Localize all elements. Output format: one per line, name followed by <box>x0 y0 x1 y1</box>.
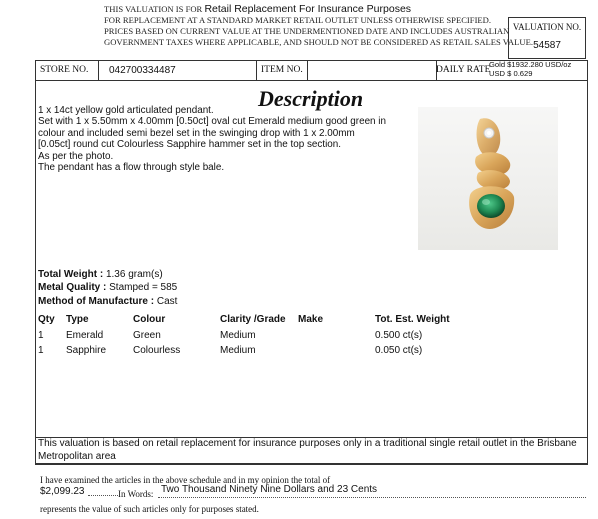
description-line: colour and included semi bezel set in the swinging drop with 1 x 2.00mm <box>38 127 355 139</box>
header-prefix: THIS VALUATION IS FOR <box>104 4 203 14</box>
metal-quality <box>38 282 177 293</box>
header-line-2: FOR REPLACEMENT AT A STANDARD MARKET RETAIL OUTLET UNLESS OTHERWISE SPECIFIED. <box>104 15 492 25</box>
header-line-4: GOVERNMENT TAXES WHERE APPLICABLE, AND SHOULD NOT BE CONSIDERED AS RETAIL SALES VALUE. <box>104 37 533 47</box>
certification-statement: I have examined the articles in the above schedule and in my opinion the total of <box>40 475 331 485</box>
amount-dotted-line <box>88 495 118 496</box>
pendant-illustration <box>418 107 558 250</box>
header-purpose: Retail Replacement For Insurance Purposes <box>204 3 412 15</box>
description-text <box>38 105 386 173</box>
stone-colour: Colourless <box>133 345 181 356</box>
in-words-label: In Words: <box>118 489 154 499</box>
daily-rate-label: DAILY RATE <box>436 65 491 75</box>
store-row <box>35 60 588 81</box>
method-label: Method of Manufacture : <box>38 296 155 307</box>
col-header-colour: Colour <box>133 314 166 325</box>
store-number-value: 042700334487 <box>99 61 257 80</box>
header-line-3: PRICES BASED ON CURRENT VALUE AT THE UNDERMENTIONED DATE AND INCLUDES AUSTRALIAN <box>104 26 510 36</box>
valuation-number-box <box>508 17 586 59</box>
total-weight-label: Total Weight : <box>38 269 104 280</box>
total-weight <box>38 269 163 280</box>
represents-statement: represents the value of such articles only for purposes stated. <box>40 504 259 514</box>
col-header-weight: Tot. Est. Weight <box>375 314 450 325</box>
stone-clarity: Medium <box>220 345 256 356</box>
daily-rates <box>489 60 571 78</box>
item-number-value <box>308 61 437 80</box>
description-line: As per the photo. <box>38 150 114 162</box>
metal-quality-value: Stamped = 585 <box>109 282 178 293</box>
valuation-number: 54587 <box>533 40 561 51</box>
stone-colour: Green <box>133 330 161 341</box>
metal-quality-label: Metal Quality : <box>38 282 107 293</box>
item-number-label: ITEM NO. <box>257 61 308 80</box>
usd-rate: USD $ 0.629 <box>489 69 533 79</box>
col-header-type: Type <box>66 314 89 325</box>
col-header-make: Make <box>298 314 324 325</box>
col-header-clarity: Clarity /Grade <box>220 314 286 325</box>
pendant-photo <box>418 107 558 250</box>
total-amount: $2,099.23 <box>40 486 85 497</box>
stone-weight: 0.500 ct(s) <box>375 330 423 341</box>
description-line: 1 x 14ct yellow gold articulated pendant. <box>38 105 214 116</box>
stone-qty: 1 <box>38 345 44 356</box>
description-line: The pendant has a flow through style bale. <box>38 162 225 174</box>
method-value: Cast <box>156 296 178 307</box>
gold-rate: Gold $1932.280 USD/oz <box>489 60 572 69</box>
amount-in-words: Two Thousand Ninety Nine Dollars and 23 Cents <box>161 484 378 495</box>
method-of-manufacture <box>38 296 177 307</box>
stone-type: Emerald <box>66 330 104 341</box>
words-dotted-line <box>158 497 586 498</box>
stone-type: Sapphire <box>66 345 107 356</box>
valuation-number-label: VALUATION NO. <box>512 22 582 32</box>
col-header-qty: Qty <box>38 314 55 325</box>
stone-clarity: Medium <box>220 330 256 341</box>
total-weight-value: 1.36 gram(s) <box>105 269 163 280</box>
stone-weight: 0.050 ct(s) <box>375 345 423 356</box>
valuation-header <box>104 3 533 48</box>
disclaimer-text: This valuation is based on retail replacement for insurance purposes only in a traditional single retail outlet in the Brisbane Metropolitan area <box>38 438 577 462</box>
description-line: [0.05ct] round cut Colourless Sapphire hammer set in the top section. <box>38 139 341 151</box>
store-number-label: STORE NO. <box>36 61 99 80</box>
stone-qty: 1 <box>38 330 44 341</box>
description-line: Set with 1 x 5.50mm x 4.00mm [0.50ct] oval cut Emerald medium good green in <box>38 116 386 128</box>
description-title: Description <box>258 86 364 111</box>
